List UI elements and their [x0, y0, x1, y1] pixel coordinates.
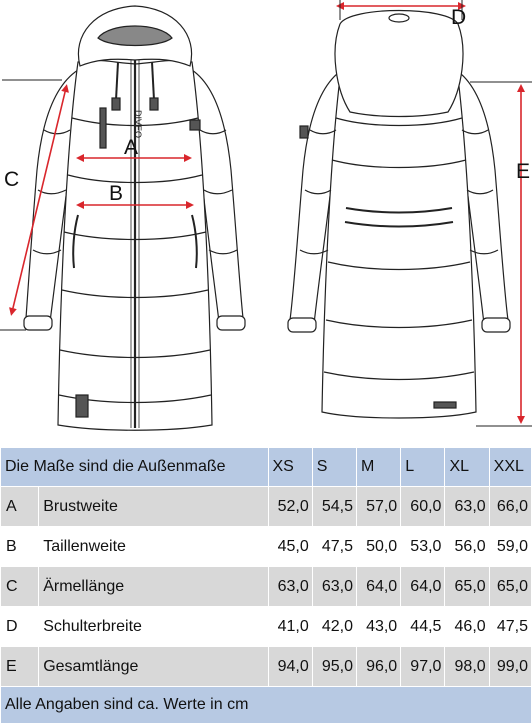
- table-cell: 47,5: [489, 607, 531, 647]
- table-cell: 47,5: [312, 527, 356, 567]
- table-cell: 43,0: [356, 607, 400, 647]
- table-cell: 64,0: [401, 567, 445, 607]
- table-cell: 54,5: [312, 487, 356, 527]
- row-key: E: [1, 647, 39, 687]
- table-cell: 57,0: [356, 487, 400, 527]
- table-cell: 46,0: [445, 607, 489, 647]
- table-cell: 52,0: [268, 487, 312, 527]
- zipper-brand-text: DIVEO: [133, 110, 143, 139]
- table-row: [1, 607, 532, 647]
- table-header-title: Die Maße sind die Außenmaße: [1, 448, 269, 487]
- table-cell: 94,0: [268, 647, 312, 687]
- row-label: Ärmellänge: [39, 567, 268, 607]
- table-header-row: [1, 448, 532, 487]
- table-cell: 66,0: [489, 487, 531, 527]
- row-key: A: [1, 487, 39, 527]
- measure-label-a: A: [124, 136, 139, 159]
- table-cell: 42,0: [312, 607, 356, 647]
- table-cell: 99,0: [489, 647, 531, 687]
- row-label: Gesamtlänge: [39, 647, 268, 687]
- table-cell: 56,0: [445, 527, 489, 567]
- row-label: Taillenweite: [39, 527, 268, 567]
- size-header: M: [356, 448, 400, 487]
- table-cell: 63,0: [268, 567, 312, 607]
- table-cell: 59,0: [489, 527, 531, 567]
- measure-label-b: B: [109, 182, 124, 205]
- table-row: [1, 647, 532, 687]
- table-cell: 45,0: [268, 527, 312, 567]
- table-footer-row: [1, 687, 532, 724]
- row-label: Schulterbreite: [39, 607, 268, 647]
- measure-label-d: D: [451, 6, 467, 29]
- table-cell: 63,0: [312, 567, 356, 607]
- measure-label-c: C: [4, 168, 20, 191]
- row-key: C: [1, 567, 39, 607]
- table-cell: 65,0: [489, 567, 531, 607]
- size-header: XL: [445, 448, 489, 487]
- table-row: [1, 567, 532, 607]
- size-header: XXL: [489, 448, 531, 487]
- table-cell: 95,0: [312, 647, 356, 687]
- table-cell: 97,0: [401, 647, 445, 687]
- table-footer-note: Alle Angaben sind ca. Werte in cm: [1, 687, 532, 724]
- table-cell: 44,5: [401, 607, 445, 647]
- measure-label-e: E: [516, 160, 531, 183]
- table-cell: 96,0: [356, 647, 400, 687]
- size-header: XS: [268, 448, 312, 487]
- row-key: B: [1, 527, 39, 567]
- table-cell: 41,0: [268, 607, 312, 647]
- size-header: S: [312, 448, 356, 487]
- table-cell: 50,0: [356, 527, 400, 567]
- table-row: [1, 487, 532, 527]
- size-header: L: [401, 448, 445, 487]
- coat-back-view: [288, 11, 510, 419]
- row-label: Brustweite: [39, 487, 268, 527]
- table-cell: 98,0: [445, 647, 489, 687]
- coat-front-view: [24, 6, 245, 430]
- size-chart-table: [0, 447, 532, 724]
- table-cell: 63,0: [445, 487, 489, 527]
- row-key: D: [1, 607, 39, 647]
- table-cell: 60,0: [401, 487, 445, 527]
- table-row: [1, 527, 532, 567]
- table-cell: 53,0: [401, 527, 445, 567]
- table-cell: 64,0: [356, 567, 400, 607]
- table-cell: 65,0: [445, 567, 489, 607]
